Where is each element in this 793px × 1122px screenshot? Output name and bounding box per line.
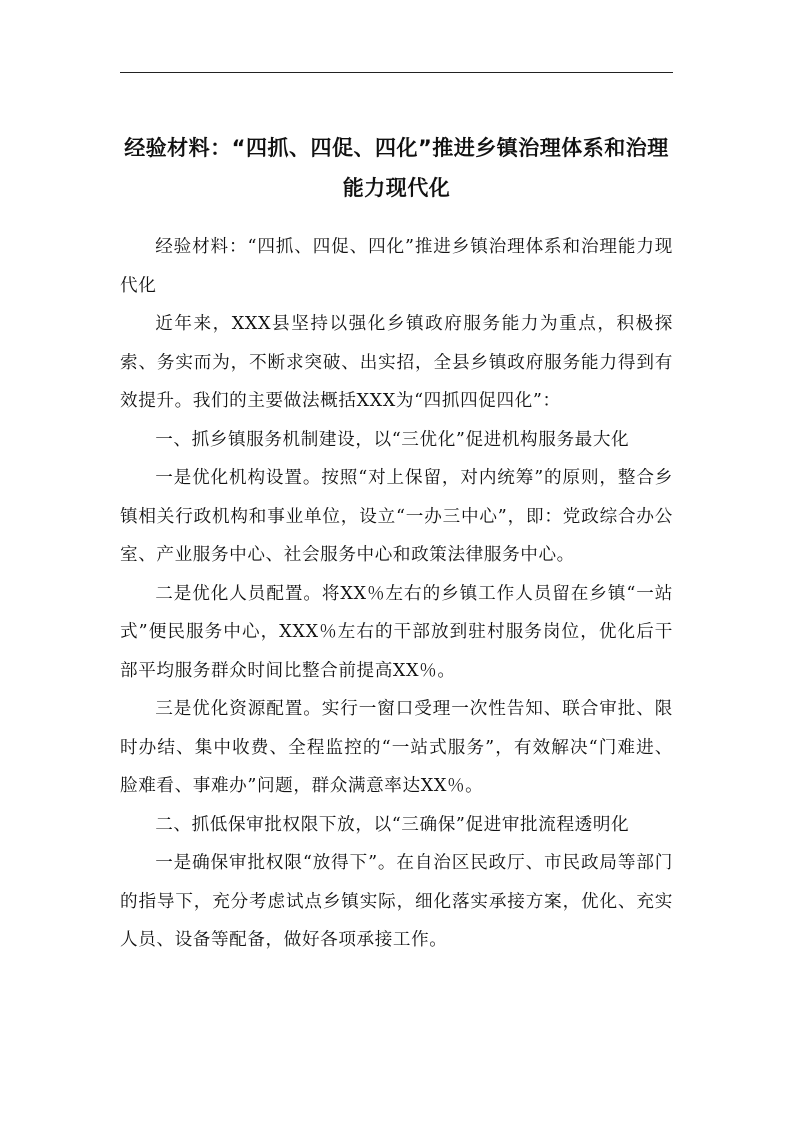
document-body (120, 228, 673, 960)
document-title: 经验材料：“四抓、四促、四化”推进乡镇治理体系和治理能力现代化 (124, 136, 669, 200)
paragraph-optimize-resources: 三是优化资源配置。实行一窗口受理一次性告知、联合审批、限时办结、集中收费、全程监控的“一站式服务”，有效解决“门难进、脸难看、事难办”问题，群众满意率达XX％。 (120, 699, 673, 796)
paragraph-optimize-staffing: 二是优化人员配置。将XX％左右的乡镇工作人员留在乡镇“一站式”便民服务中心，XXX％左右的干部放到驻村服务岗位，优化后干部平均服务群众时间比整合前提高XX％。 (120, 583, 673, 681)
section-heading-1: 一、抓乡镇服务机制建设，以“三优化”促进机构服务最大化 (155, 429, 630, 450)
header-rule (120, 72, 673, 73)
paragraph-intro-title: 经验材料：“四抓、四促、四化”推进乡镇治理体系和治理能力现代化 (120, 237, 673, 296)
paragraph-optimize-institutions: 一是优化机构设置。按照“对上保留，对内统筹”的原则，整合乡镇相关行政机构和事业单位，设立“一办三中心”，即：党政综合办公室、产业服务中心、社会服务中心和政策法律服务中心。 (120, 468, 673, 565)
paragraph-overview: 近年来，XXX县坚持以强化乡镇政府服务能力为重点，积极探索、务实而为，不断求突破、出实招，全县乡镇政府服务能力得到有效提升。我们的主要做法概括XXX为“四抓四促四化”： (120, 314, 673, 411)
paragraph-approval-delegation: 一是确保审批权限“放得下”。在自治区民政厅、市民政局等部门的指导下，充分考虑试点乡镇实际，细化落实承接方案，优化、充实人员、设备等配备，做好各项承接工作。 (120, 853, 673, 950)
section-heading-2: 二、抓低保审批权限下放，以“三确保”促进审批流程透明化 (155, 814, 630, 835)
